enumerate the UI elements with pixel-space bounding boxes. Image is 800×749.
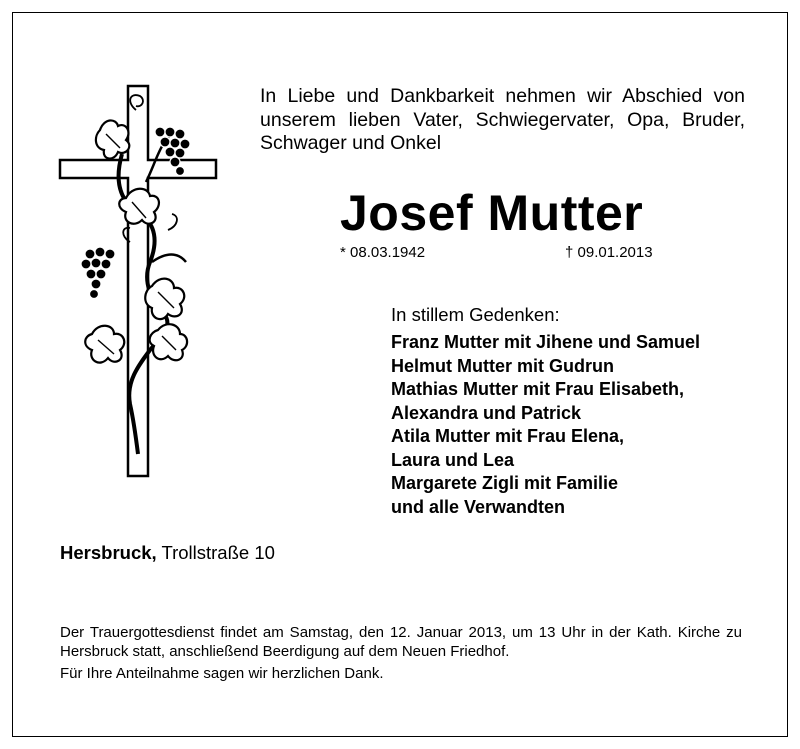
mourner-line: Helmut Mutter mit Gudrun (391, 355, 614, 376)
deceased-name: Josef Mutter (340, 185, 644, 241)
mourner-line: Alexandra und Patrick (391, 402, 582, 423)
cross-with-grapevine-icon (56, 82, 226, 482)
thanks-line: Für Ihre Anteilnahme sagen wir herzlichen Dank. (60, 665, 384, 682)
mourner-line: Franz Mutter mit Jihene und Samuel (391, 332, 701, 352)
mourner-line: Atila Mutter mit Frau Elena, (391, 426, 625, 446)
mourner-line: und alle Verwandten (391, 496, 566, 517)
address (60, 542, 275, 564)
death-date: † 09.01.2013 (565, 244, 653, 261)
mourner-line: Mathias Mutter mit Frau Elisabeth, (391, 379, 685, 399)
remembrance-heading: In stillem Gedenken: (391, 304, 560, 325)
address-city: Hersbruck, (60, 542, 157, 563)
mourner-line: Margarete Zigli mit Familie (391, 473, 619, 493)
mourner-list (391, 331, 700, 519)
farewell-intro: In Liebe und Dankbarkeit nehmen wir Abschied von unserem lieben Vater, Schwiegervater, Opa, Bruder, Schwager und Onkel (260, 85, 745, 154)
birth-date: * 08.03.1942 (340, 244, 426, 261)
service-announcement: Der Trauergottesdienst findet am Samstag, den 12. Januar 2013, um 13 Uhr in der Kath. Kirche zu Hersbruck statt, anschließend Beerdigung auf dem Neuen Friedhof. (60, 624, 742, 660)
mourner-line: Laura und Lea (391, 449, 515, 470)
address-street: Trollstraße 10 (161, 542, 275, 563)
